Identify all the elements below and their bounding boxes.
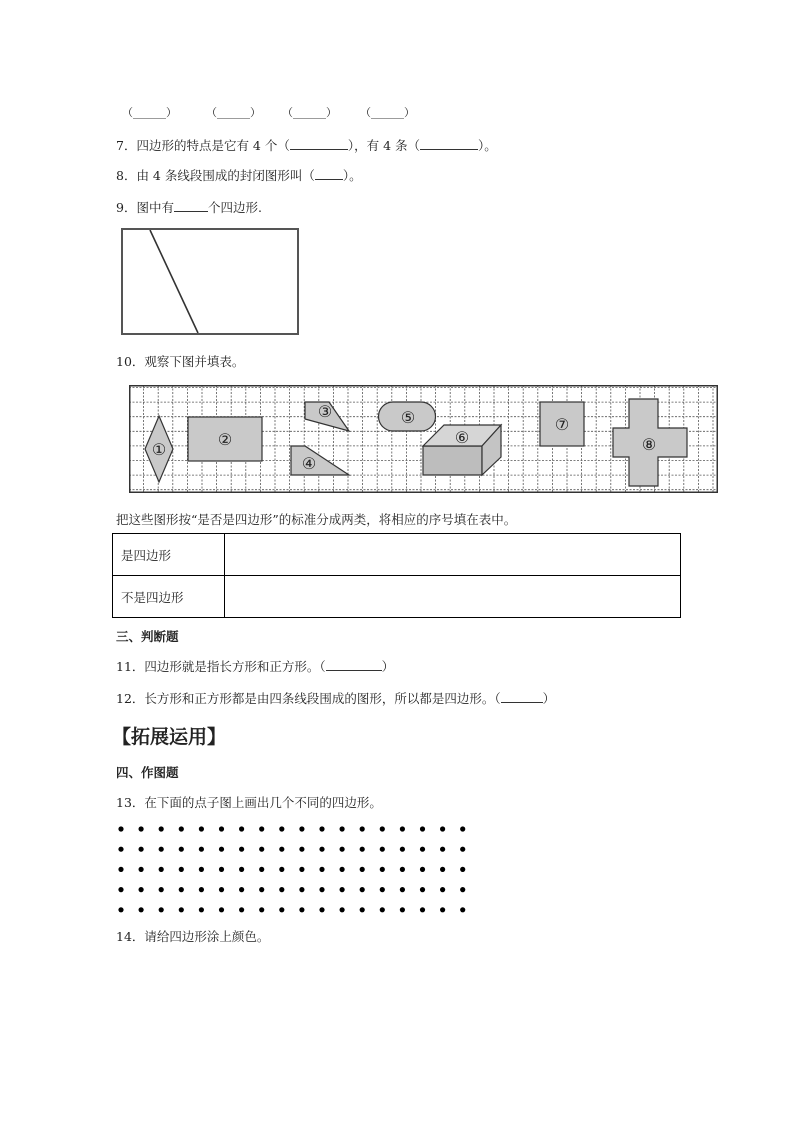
grid-dot[interactable] <box>199 847 204 852</box>
grid-dot[interactable] <box>400 907 405 912</box>
q7-blank-2[interactable] <box>420 137 478 150</box>
q6-blank-1[interactable]: （______） <box>122 106 177 119</box>
grid-dot[interactable] <box>400 867 405 872</box>
q11-blank[interactable] <box>326 658 382 671</box>
q11-text-prefix: 11．四边形就是指长方形和正方形。（ <box>116 659 326 674</box>
question-14: 14．请给四边形涂上颜色。 <box>116 929 270 944</box>
grid-dot[interactable] <box>420 867 425 872</box>
grid-dot[interactable] <box>440 847 445 852</box>
grid-dot[interactable] <box>239 826 244 831</box>
grid-dot[interactable] <box>440 867 445 872</box>
grid-dot[interactable] <box>279 907 284 912</box>
grid-dot[interactable] <box>360 826 365 831</box>
grid-dot[interactable] <box>319 826 324 831</box>
grid-dot[interactable] <box>360 867 365 872</box>
grid-dot[interactable] <box>199 867 204 872</box>
q7-text-mid: ），有 4 条（ <box>347 138 421 153</box>
grid-dot[interactable] <box>340 867 345 872</box>
grid-dot[interactable] <box>219 907 224 912</box>
grid-dot[interactable] <box>118 826 123 831</box>
q9-diagonal-line <box>123 230 297 333</box>
grid-dot[interactable] <box>239 847 244 852</box>
q9-text-prefix: 9．图中有 <box>116 200 174 215</box>
q8-text-suffix: ）。 <box>342 168 362 183</box>
q8-blank[interactable] <box>315 167 343 180</box>
grid-dot[interactable] <box>460 907 465 912</box>
grid-dot[interactable] <box>460 826 465 831</box>
q11-text-suffix: ） <box>381 659 395 674</box>
q12-text-suffix: ） <box>542 691 556 706</box>
grid-dot[interactable] <box>239 907 244 912</box>
grid-dot[interactable] <box>239 887 244 892</box>
grid-dot[interactable] <box>340 907 345 912</box>
grid-dot[interactable] <box>219 826 224 831</box>
grid-dot[interactable] <box>380 907 385 912</box>
grid-dot[interactable] <box>139 887 144 892</box>
grid-dot[interactable] <box>319 907 324 912</box>
grid-dot[interactable] <box>400 847 405 852</box>
answer-cell-quadrilateral[interactable] <box>225 534 681 576</box>
grid-dot[interactable] <box>360 847 365 852</box>
shape-label-1: ① <box>151 440 167 459</box>
grid-dot[interactable] <box>259 826 264 831</box>
grid-dot[interactable] <box>259 887 264 892</box>
q10-instruction: 把这些图形按“是否是四边形”的标准分成两类，将相应的序号填在表中。 <box>116 512 517 527</box>
classification-table <box>112 533 681 618</box>
grid-dot[interactable] <box>440 907 445 912</box>
shape-label-4: ④ <box>301 454 317 473</box>
grid-dot[interactable] <box>199 907 204 912</box>
grid-dot[interactable] <box>360 907 365 912</box>
grid-dot[interactable] <box>139 826 144 831</box>
grid-dot[interactable] <box>360 887 365 892</box>
extension-heading: 【拓展运用】 <box>112 726 227 748</box>
grid-dot[interactable] <box>118 867 123 872</box>
q7-text-suffix: ）。 <box>478 138 497 153</box>
question-12 <box>116 689 555 707</box>
shape-label-5: ⑤ <box>400 408 416 427</box>
q9-rectangle-figure <box>121 228 299 335</box>
grid-dot[interactable] <box>340 847 345 852</box>
row-label-not-quadrilateral: 不是四边形 <box>113 576 225 618</box>
table-row <box>113 576 681 618</box>
grid-dot[interactable] <box>440 887 445 892</box>
grid-dot[interactable] <box>440 826 445 831</box>
grid-dot[interactable] <box>239 867 244 872</box>
grid-dot[interactable] <box>199 887 204 892</box>
q6-blank-2[interactable]: （______） <box>206 106 261 119</box>
section-3-heading: 三、判断题 <box>116 629 179 644</box>
grid-dot[interactable] <box>460 847 465 852</box>
grid-dot[interactable] <box>340 826 345 831</box>
grid-dot[interactable] <box>219 847 224 852</box>
grid-dot[interactable] <box>299 907 304 912</box>
dot-grid[interactable] <box>112 820 477 920</box>
grid-dot[interactable] <box>159 847 164 852</box>
grid-dot[interactable] <box>159 907 164 912</box>
grid-dot[interactable] <box>420 907 425 912</box>
grid-dot[interactable] <box>159 867 164 872</box>
grid-dot[interactable] <box>118 847 123 852</box>
grid-dot[interactable] <box>259 847 264 852</box>
q10-title: 10．观察下图并填表。 <box>116 354 245 369</box>
question-13: 13．在下面的点子图上画出几个不同的四边形。 <box>116 795 382 810</box>
grid-dot[interactable] <box>259 867 264 872</box>
q7-text-prefix: 7．四边形的特点是它有 4 个（ <box>116 138 290 153</box>
grid-dot[interactable] <box>279 887 284 892</box>
grid-dot[interactable] <box>139 847 144 852</box>
grid-dot[interactable] <box>380 826 385 831</box>
q6-blank-3[interactable]: （______） <box>282 106 337 119</box>
question-7 <box>116 136 497 154</box>
grid-dot[interactable] <box>319 887 324 892</box>
grid-dot[interactable] <box>460 887 465 892</box>
q12-text-prefix: 12．长方形和正方形都是由四条线段围成的图形，所以都是四边形。（ <box>116 691 501 706</box>
grid-dot[interactable] <box>139 907 144 912</box>
grid-dot[interactable] <box>179 867 184 872</box>
question-9 <box>116 198 262 216</box>
grid-dot[interactable] <box>159 887 164 892</box>
grid-dot[interactable] <box>219 867 224 872</box>
q7-blank-1[interactable] <box>290 137 348 150</box>
grid-dot[interactable] <box>380 847 385 852</box>
shape-label-3: ③ <box>317 402 333 421</box>
grid-dot[interactable] <box>400 887 405 892</box>
grid-dot[interactable] <box>420 887 425 892</box>
grid-dot[interactable] <box>340 887 345 892</box>
grid-dot[interactable] <box>420 847 425 852</box>
grid-dot[interactable] <box>139 867 144 872</box>
grid-dot[interactable] <box>199 826 204 831</box>
grid-dot[interactable] <box>299 847 304 852</box>
q9-text-suffix: 个四边形. <box>207 200 262 215</box>
grid-dot[interactable] <box>319 847 324 852</box>
shape-label-7: ⑦ <box>554 415 570 434</box>
row-label-quadrilateral: 是四边形 <box>113 534 225 576</box>
grid-dot[interactable] <box>118 907 123 912</box>
grid-dot[interactable] <box>118 887 123 892</box>
grid-dot[interactable] <box>319 867 324 872</box>
grid-dot[interactable] <box>259 907 264 912</box>
grid-dot[interactable] <box>159 826 164 831</box>
grid-dot[interactable] <box>460 867 465 872</box>
grid-dot[interactable] <box>380 887 385 892</box>
grid-dot[interactable] <box>279 847 284 852</box>
grid-dot[interactable] <box>179 887 184 892</box>
shape-label-8: ⑧ <box>641 435 657 454</box>
grid-dot[interactable] <box>299 867 304 872</box>
grid-dot[interactable] <box>279 826 284 831</box>
grid-dot[interactable] <box>179 847 184 852</box>
grid-dot[interactable] <box>299 826 304 831</box>
grid-dot[interactable] <box>420 826 425 831</box>
q8-text-prefix: 8．由 4 条线段围成的封闭图形叫（ <box>116 168 315 183</box>
grid-dot[interactable] <box>400 826 405 831</box>
grid-dot[interactable] <box>179 907 184 912</box>
answer-cell-not-quadrilateral[interactable] <box>225 576 681 618</box>
grid-dot[interactable] <box>299 887 304 892</box>
q6-blank-4[interactable]: （______） <box>360 106 415 119</box>
section-4-heading: 四、作图题 <box>116 765 179 780</box>
q12-blank[interactable] <box>501 690 543 703</box>
grid-dot[interactable] <box>380 867 385 872</box>
q10-shapes-grid-figure <box>129 385 718 493</box>
grid-dot[interactable] <box>179 826 184 831</box>
question-8 <box>116 166 362 184</box>
table-row <box>113 534 681 576</box>
grid-dot[interactable] <box>219 887 224 892</box>
shape-label-6: ⑥ <box>454 428 470 447</box>
shape-label-2: ② <box>217 430 233 449</box>
grid-dot[interactable] <box>279 867 284 872</box>
q9-blank[interactable] <box>174 199 208 212</box>
question-11 <box>116 657 394 675</box>
